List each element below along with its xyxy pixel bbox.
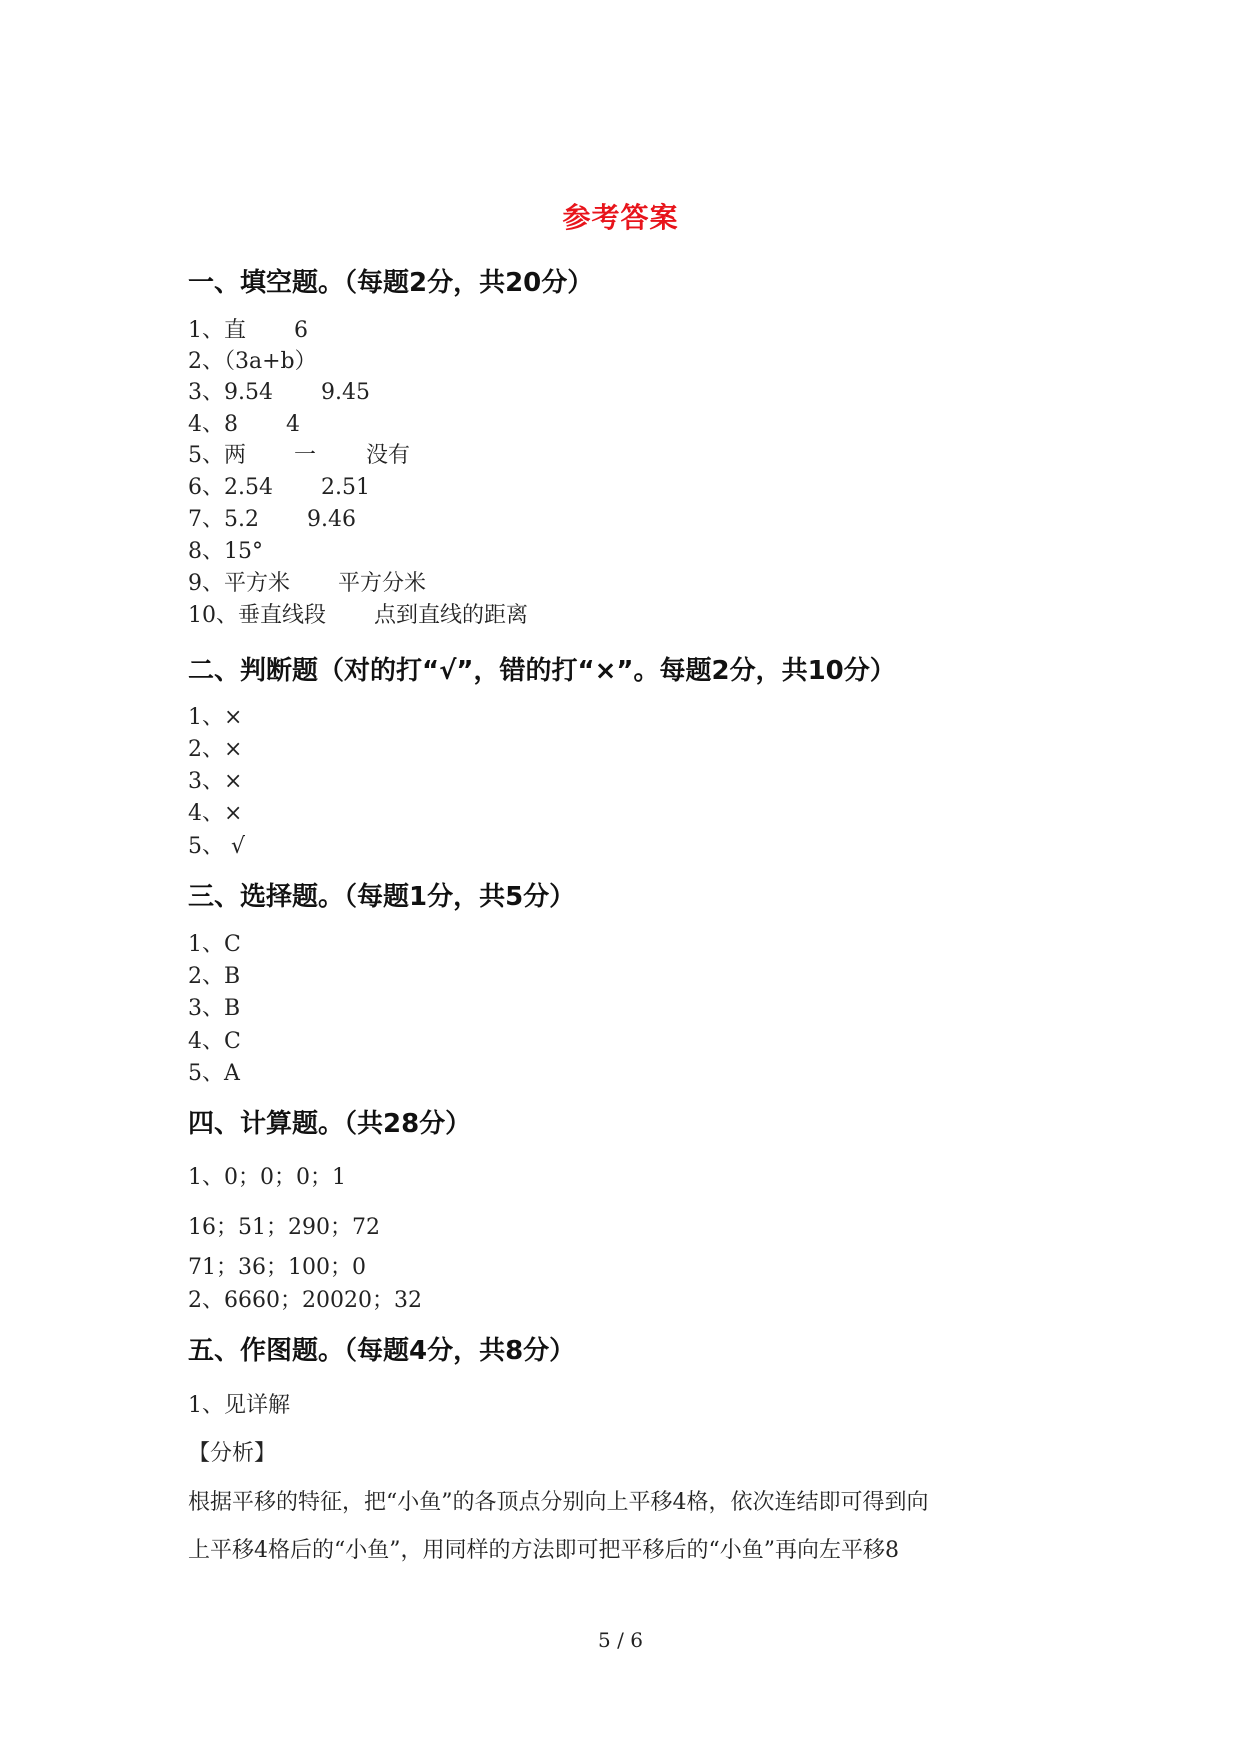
s1-item-4: 4、8 4: [188, 412, 300, 437]
s1-item-3: 3、9.54 9.45: [188, 380, 370, 405]
page-number: 5 / 6: [598, 1628, 643, 1652]
section-5-heading: 五、作图题。（每题4分，共8分）: [188, 1336, 576, 1366]
s3-item-2: 2、B: [188, 964, 241, 989]
section-1-heading: 一、填空题。（每题2分，共20分）: [188, 268, 594, 298]
s2-item-2: 2、×: [188, 737, 243, 762]
analysis-line-2: 上平移4格后的“小鱼”，用同样的方法即可把平移后的“小鱼”再向左平移8: [188, 1538, 899, 1563]
s3-item-3: 3、B: [188, 996, 241, 1021]
s5-item-1: 1、见详解: [188, 1393, 290, 1418]
s1-item-10: 10、垂直线段 点到直线的距离: [188, 603, 529, 628]
s1-item-2: 2、（3a+b）: [188, 349, 317, 374]
s3-item-1: 1、C: [188, 932, 241, 957]
analysis-label: 【分析】: [188, 1441, 277, 1466]
s4-item-2: 16；51；290；72: [188, 1215, 380, 1240]
s4-item-4: 2、6660；20020；32: [188, 1288, 422, 1313]
s1-item-8: 8、15°: [188, 539, 263, 564]
s1-item-1: 1、直 6: [188, 318, 308, 343]
section-2-heading: 二、判断题（对的打“√”，错的打“×”。每题2分，共10分）: [188, 656, 896, 686]
s2-item-3: 3、×: [188, 769, 243, 794]
section-4-heading: 四、计算题。（共28分）: [188, 1109, 472, 1139]
s1-item-9: 9、平方米 平方分米: [188, 571, 427, 596]
page-title: 参考答案: [562, 201, 679, 234]
s4-item-3: 71；36；100；0: [188, 1255, 366, 1280]
s3-item-4: 4、C: [188, 1029, 241, 1054]
s1-item-7: 7、5.2 9.46: [188, 507, 356, 532]
s4-item-1: 1、0；0；0；1: [188, 1165, 346, 1190]
s3-item-5: 5、A: [188, 1061, 240, 1086]
s2-item-5: 5、 √: [188, 834, 246, 859]
s2-item-1: 1、×: [188, 705, 243, 730]
s1-item-6: 6、2.54 2.51: [188, 475, 370, 500]
s2-item-4: 4、×: [188, 801, 243, 826]
section-3-heading: 三、选择题。（每题1分，共5分）: [188, 882, 576, 912]
analysis-line-1: 根据平移的特征，把“小鱼”的各顶点分别向上平移4格，依次连结即可得到向: [188, 1490, 929, 1515]
s1-item-5: 5、两 一 没有: [188, 443, 411, 468]
